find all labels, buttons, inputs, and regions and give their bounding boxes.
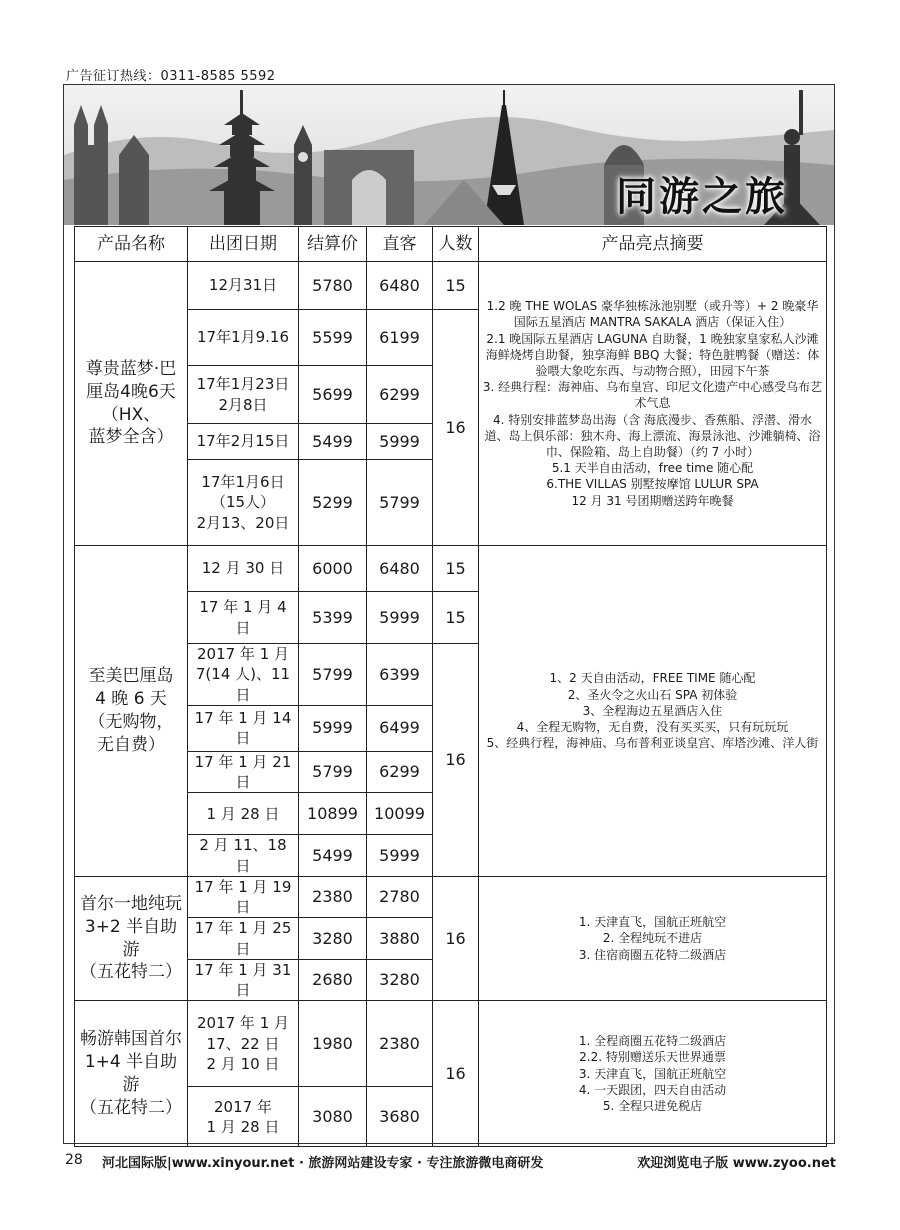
header-product-name: 产品名称 xyxy=(75,227,188,262)
retail-price: 6399 xyxy=(367,644,433,706)
header-group-size: 人数 xyxy=(433,227,479,262)
highlight-item: 5、经典行程，海神庙、乌布普利亚谈皇宫、库塔沙滩、洋人街 xyxy=(486,736,819,751)
departure-date: 17 年 1 月 21 日 xyxy=(188,751,299,793)
group-size: 16 xyxy=(433,1001,479,1147)
settlement-price: 5699 xyxy=(299,366,367,424)
header-highlights: 产品亮点摘要 xyxy=(479,227,827,262)
highlight-item: 3. 住宿商圈五花特二级酒店 xyxy=(578,947,727,962)
departure-date: 17 年 1 月 19 日 xyxy=(188,876,299,918)
retail-price: 6199 xyxy=(367,310,433,366)
settlement-price: 10899 xyxy=(299,793,367,835)
group-size: 16 xyxy=(433,644,479,877)
highlight-item: 3. 经典行程：海神庙、乌布皇宫、印尼文化遗产中心感受乌布艺术气息 xyxy=(482,380,823,411)
settlement-price: 3080 xyxy=(299,1087,367,1147)
departure-date: 17 年 1 月 31 日 xyxy=(188,959,299,1001)
highlight-item: 2. 全程纯玩不进店 xyxy=(602,931,703,946)
departure-date: 17 年 1 月 14 日 xyxy=(188,705,299,751)
group-size: 16 xyxy=(433,876,479,1001)
settlement-price: 5299 xyxy=(299,460,367,546)
departure-date: 17年1月23日 2月8日 xyxy=(188,366,299,424)
departure-date: 17年1月9.16 xyxy=(188,310,299,366)
highlight-item: 2.2. 特别赠送乐天世界通票 xyxy=(579,1050,726,1065)
table-row xyxy=(75,1001,827,1087)
retail-price: 5999 xyxy=(367,835,433,877)
retail-price: 6299 xyxy=(367,366,433,424)
tour-price-table xyxy=(74,226,827,1147)
departure-date: 17年2月15日 xyxy=(188,424,299,460)
highlight-item: 3、全程海边五星酒店入住 xyxy=(582,703,723,718)
retail-price: 3680 xyxy=(367,1087,433,1147)
highlights-summary xyxy=(479,1001,827,1147)
retail-price: 6480 xyxy=(367,262,433,310)
highlight-item: 1.2 晚 THE WOLAS 豪华独栋泳池别墅（或升等）+ 2 晚豪华国际五星酒店 MANTRA SAKALA 酒店（保证入住） xyxy=(486,299,819,330)
landmarks-banner xyxy=(64,85,834,225)
ad-hotline: 广告征订热线：0311-8585 5592 xyxy=(66,69,276,84)
settlement-price: 2680 xyxy=(299,959,367,1001)
highlights-summary xyxy=(479,262,827,546)
departure-date: 17 年 1 月 4 日 xyxy=(188,592,299,644)
retail-price: 2380 xyxy=(367,1001,433,1087)
header-retail-price: 直客 xyxy=(367,227,433,262)
highlight-item: 12 月 31 号团期赠送跨年晚餐 xyxy=(571,493,734,508)
departure-date: 2017 年 1 月 28 日 xyxy=(188,1087,299,1147)
settlement-price: 5499 xyxy=(299,424,367,460)
retail-price: 5799 xyxy=(367,460,433,546)
highlights-summary xyxy=(479,876,827,1001)
content-frame xyxy=(63,84,835,1144)
highlight-item: 3. 天津直飞，国航正班航空 xyxy=(578,1066,727,1081)
highlight-item: 2.1 晚国际五星酒店 LAGUNA 自助餐，1 晚独家皇家私人沙滩海鲜烧烤自助餐，独享海鲜 BBQ 大餐；特色脏鸭餐（赠送：体验喂大象吃东西、与动物合照），田园下午茶 xyxy=(485,331,820,379)
product-name: 至美巴厘岛 4 晚 6 天 （无购物， 无自费） xyxy=(75,546,188,877)
highlight-item: 1、2 天自由活动，FREE TIME 随心配 xyxy=(549,671,756,686)
brand-title: 同游之旅 xyxy=(616,174,788,220)
retail-price: 6499 xyxy=(367,705,433,751)
header-settlement-price: 结算价 xyxy=(299,227,367,262)
table-row xyxy=(75,546,827,592)
retail-price: 6299 xyxy=(367,751,433,793)
departure-date: 2 月 11、18 日 xyxy=(188,835,299,877)
group-size: 15 xyxy=(433,546,479,592)
settlement-price: 3280 xyxy=(299,918,367,960)
retail-price: 2780 xyxy=(367,876,433,918)
highlight-item: 4、全程无购物，无自费，没有买买买，只有玩玩玩 xyxy=(516,719,789,734)
highlights-summary xyxy=(479,546,827,877)
settlement-price: 5499 xyxy=(299,835,367,877)
group-size: 16 xyxy=(433,310,479,546)
table-row xyxy=(75,876,827,918)
page-number: 28 xyxy=(65,1152,83,1168)
highlight-item: 4. 特别安排蓝梦岛出海（含 海底漫步、香蕉船、浮潜、滑水道、岛上俱乐部：独木舟、海上漂流、海景泳池、沙滩躺椅、浴巾、保险箱、岛上自助餐）（约 7 小时） xyxy=(484,412,821,459)
group-size: 15 xyxy=(433,592,479,644)
footer-ebook-link: 欢迎浏览电子版 www.zyoo.net xyxy=(637,1156,836,1171)
highlight-item: 2、圣火令之火山石 SPA 初体验 xyxy=(567,687,738,702)
retail-price: 10099 xyxy=(367,793,433,835)
departure-date: 2017 年 1 月 7(14 人)、11 日 xyxy=(188,644,299,706)
highlight-item: 1. 天津直飞，国航正班航空 xyxy=(578,915,727,930)
departure-date: 12月31日 xyxy=(188,262,299,310)
departure-date: 12 月 30 日 xyxy=(188,546,299,592)
departure-date: 1 月 28 日 xyxy=(188,793,299,835)
product-name: 首尔一地纯玩 3+2 半自助游 （五花特二） xyxy=(75,876,188,1001)
header-departure-date: 出团日期 xyxy=(188,227,299,262)
highlight-item: 1. 全程商圈五花特二级酒店 xyxy=(578,1034,727,1049)
settlement-price: 5799 xyxy=(299,644,367,706)
group-size: 15 xyxy=(433,262,479,310)
highlight-item: 5.1 天半自由活动，free time 随心配 xyxy=(551,461,754,476)
footer-publisher: 河北国际版|www.xinyour.net · 旅游网站建设专家 · 专注旅游微电商研发 xyxy=(102,1156,544,1171)
retail-price: 3880 xyxy=(367,918,433,960)
retail-price: 3280 xyxy=(367,959,433,1001)
product-name: 畅游韩国首尔 1+4 半自助游 （五花特二） xyxy=(75,1001,188,1147)
retail-price: 5999 xyxy=(367,592,433,644)
highlight-item: 5. 全程只进免税店 xyxy=(602,1099,703,1114)
departure-date: 2017 年 1 月 17、22 日 2 月 10 日 xyxy=(188,1001,299,1087)
departure-date: 17 年 1 月 25 日 xyxy=(188,918,299,960)
highlight-item: 4. 一天跟团，四天自由活动 xyxy=(578,1082,727,1097)
settlement-price: 5999 xyxy=(299,705,367,751)
product-name: 尊贵蓝梦·巴 厘岛4晚6天 （HX、 蓝梦全含） xyxy=(75,262,188,546)
retail-price: 5999 xyxy=(367,424,433,460)
highlight-item: 6.THE VILLAS 别墅按摩馆 LULUR SPA xyxy=(546,477,759,492)
retail-price: 6480 xyxy=(367,546,433,592)
settlement-price: 1980 xyxy=(299,1001,367,1087)
settlement-price: 2380 xyxy=(299,876,367,918)
settlement-price: 6000 xyxy=(299,546,367,592)
settlement-price: 5780 xyxy=(299,262,367,310)
settlement-price: 5399 xyxy=(299,592,367,644)
settlement-price: 5599 xyxy=(299,310,367,366)
settlement-price: 5799 xyxy=(299,751,367,793)
table-header-row xyxy=(75,227,827,262)
departure-date: 17年1月6日 （15人） 2月13、20日 xyxy=(188,460,299,546)
table-row xyxy=(75,262,827,310)
